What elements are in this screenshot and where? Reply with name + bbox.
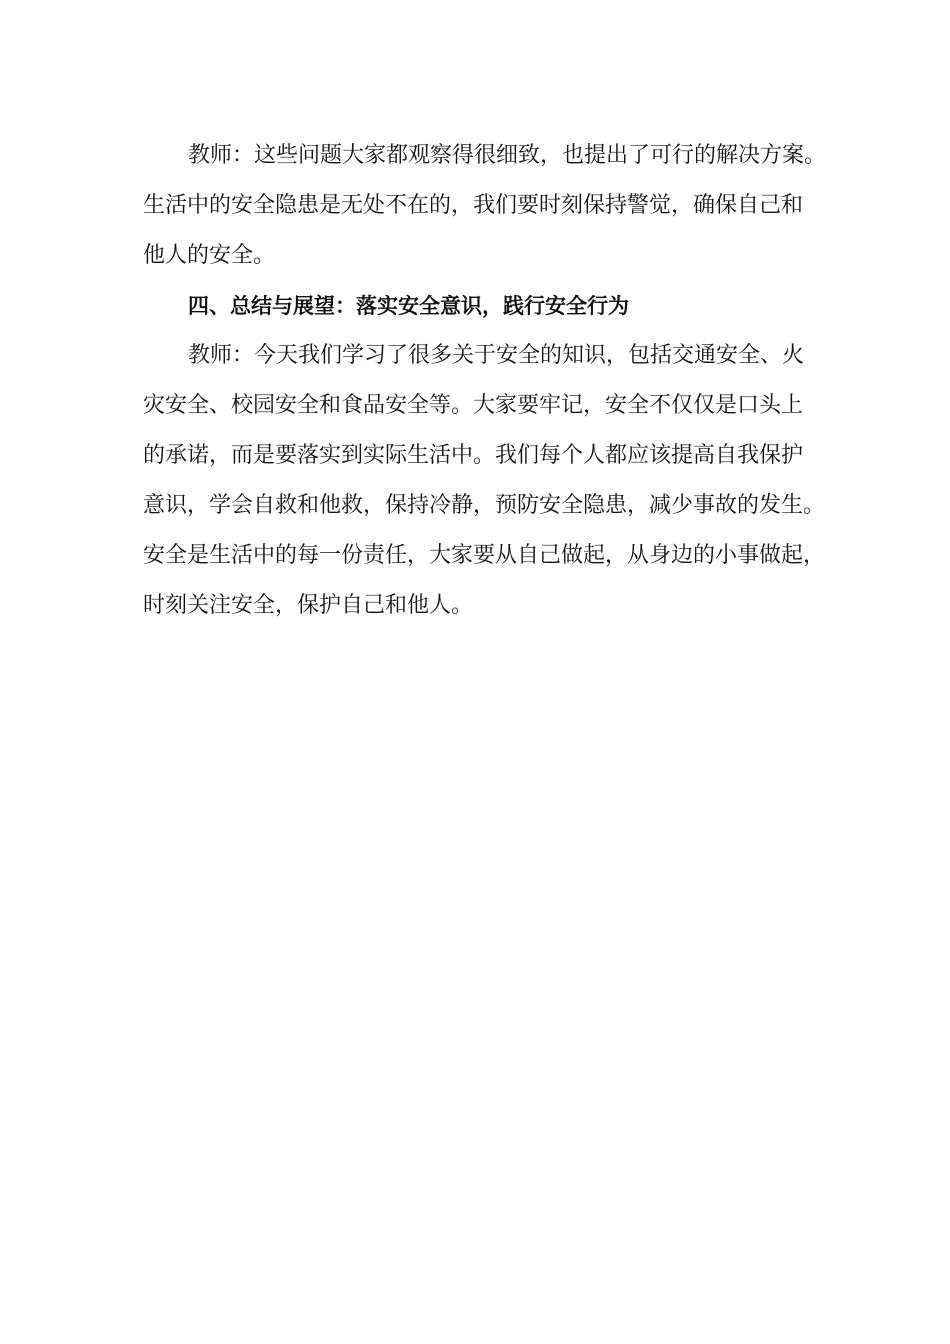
section-heading: 四、总结与展望：落实安全意识，践行安全行为 <box>188 294 629 318</box>
paragraph-line: 意识，学会自救和他救，保持冷静，预防安全隐患，减少事故的发生。 <box>143 493 826 518</box>
document-body <box>143 131 833 631</box>
paragraph-line: 生活中的安全隐患是无处不在的，我们要时刻保持警觉，确保自己和 <box>143 193 804 218</box>
paragraph-summary <box>143 331 833 631</box>
paragraph-line: 灾安全、校园安全和食品安全等。大家要牢记，安全不仅仅是口头上 <box>143 393 804 418</box>
paragraph-line: 安全是生活中的每一份责任，大家要从自己做起，从身边的小事做起， <box>143 543 826 568</box>
paragraph-line: 教师：今天我们学习了很多关于安全的知识，包括交通安全、火 <box>188 343 805 368</box>
paragraph-line: 他人的安全。 <box>143 243 276 268</box>
paragraph-line: 教师：这些问题大家都观察得很细致，也提出了可行的解决方案。 <box>188 143 827 168</box>
paragraph-teacher-remarks <box>143 131 833 281</box>
paragraph-line: 的承诺，而是要落实到实际生活中。我们每个人都应该提高自我保护 <box>143 443 804 468</box>
paragraph-line: 时刻关注安全，保护自己和他人。 <box>143 593 474 618</box>
